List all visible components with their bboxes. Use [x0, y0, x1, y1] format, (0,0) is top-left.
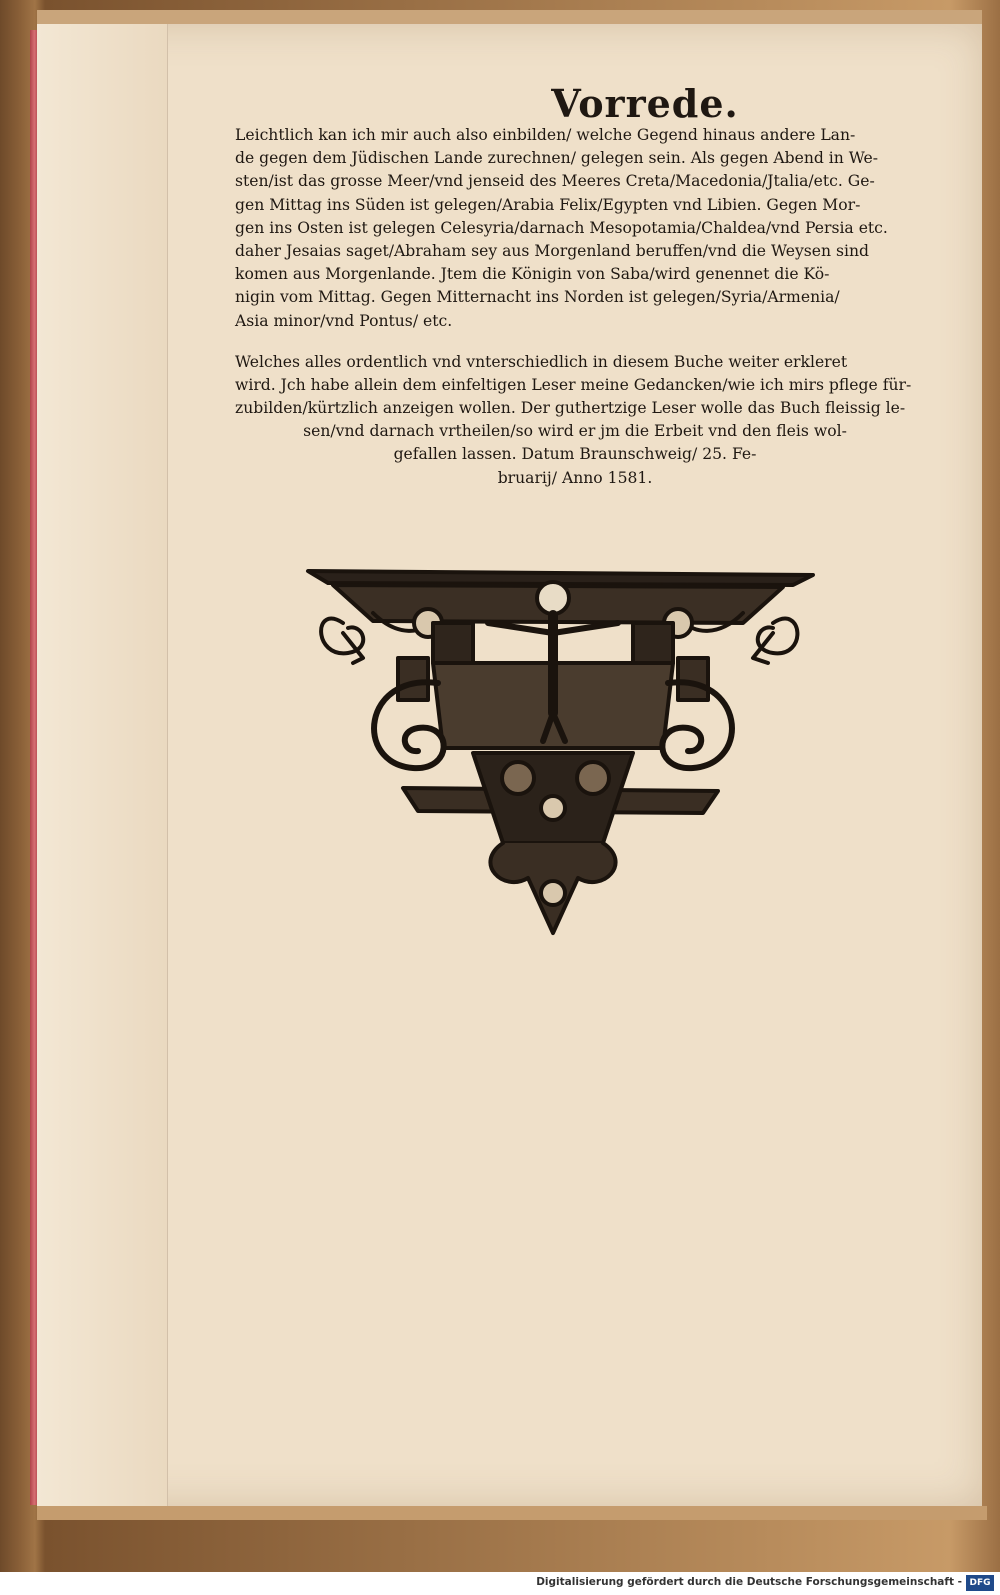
text-line: gen ins Osten ist gelegen Celesyria/darnach Mesopotamia/Chaldea/vnd Persia etc. — [235, 218, 888, 237]
text-line: daher Jesaias saget/Abraham sey aus Morgenland beruffen/vnd die Weysen sind — [235, 241, 870, 260]
text-line: nigin vom Mittag. Gegen Mitternacht ins Norden ist gelegen/Syria/Armenia/ — [235, 288, 840, 307]
footer-bar — [0, 1572, 1000, 1595]
text-line: gen Mittag ins Süden ist gelegen/Arabia Felix/Egypten vnd Libien. Gegen Mor- — [235, 195, 861, 214]
page-text — [235, 80, 915, 490]
paragraph-2 — [235, 351, 915, 490]
text-line: gefallen lassen. Datum Braunschweig/ 25. Fe- — [393, 445, 757, 464]
text-line: de gegen dem Jüdischen Lande zurechnen/ gelegen sein. Als gegen Abend in We- — [235, 149, 879, 168]
page-bottom-edge — [37, 1506, 987, 1520]
text-line: zubilden/kürtzlich anzeigen wollen. Der guthertzige Leser wolle das Buch fleissig le- — [235, 399, 906, 418]
text-line: bruarij/ Anno 1581. — [497, 468, 653, 487]
text-line: sten/ist das grosse Meer/vnd jenseid des Meeres Creta/Macedonia/Jtalia/etc. Ge- — [235, 172, 875, 191]
woodcut-ornament-icon — [303, 563, 818, 938]
text-line: Leichtlich kan ich mir auch also einbilden/ welche Gegend hinaus andere Lan- — [235, 126, 856, 144]
page-title: Vorrede. — [551, 81, 739, 126]
text-line: Welches alles ordentlich vnd vnterschiedlich in diesem Buche weiter erkleret — [235, 352, 848, 371]
dfg-logo: DFG — [966, 1575, 994, 1591]
footer-credit: Digitalisierung gefördert durch die Deutsche Forschungsgemeinschaft - — [536, 1576, 962, 1588]
text-line: komen aus Morgenlande. Jtem die Königin von Saba/wird genennet die Kö- — [235, 265, 830, 284]
text-line: sen/vnd darnach vrtheilen/so wird er jm die Erbeit vnd den fleis wol- — [303, 422, 847, 441]
text-line: wird. Jch habe allein dem einfeltigen Leser meine Gedancken/wie ich mirs pflege für- — [235, 375, 912, 394]
paragraph-1 — [235, 124, 915, 333]
text-line: Asia minor/vnd Pontus/ etc. — [235, 311, 453, 330]
page-gutter-flap — [37, 24, 168, 1506]
